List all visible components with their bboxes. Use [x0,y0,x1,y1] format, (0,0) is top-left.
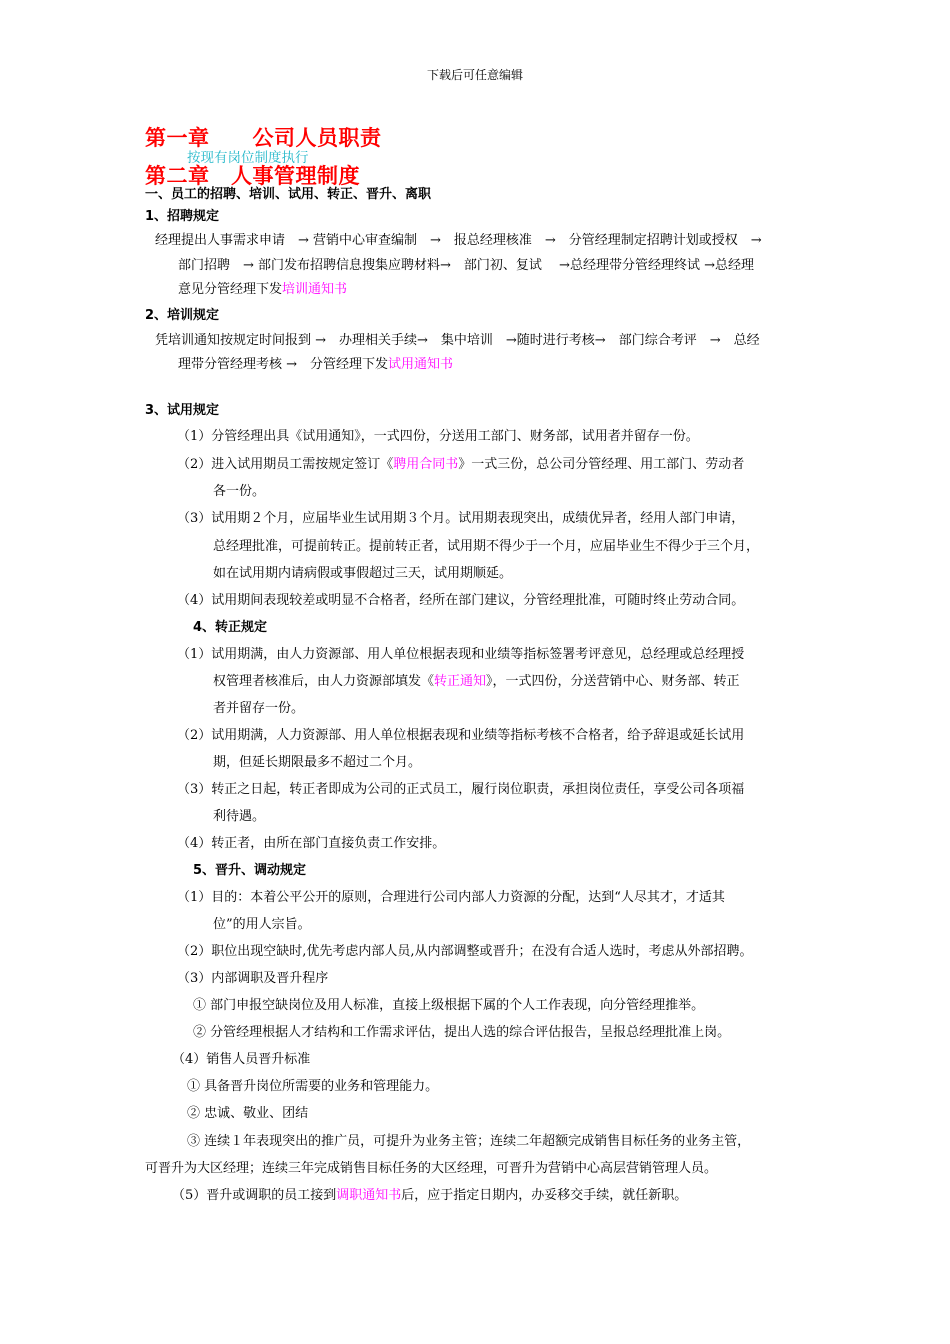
regular-item-3-line-1: （3）转正之日起，转正者即成为公司的正式员工，履行岗位职责，承担岗位责任，享受公司各项福 [177,782,745,797]
probation-item-2-line-2: 各一份。 [213,484,266,499]
regular-item-2-line-1: （2）试用期满，人力资源部、用人单位根据表现和业绩等指标考核不合格者，给予辞退或延长试用 [177,728,745,743]
contract-link: 聘用合同书 [393,457,459,472]
promotion-item-3-b: ② 分管经理根据人才结构和工作需求评估，提出人选的综合评估报告，呈报总经理批准上岗。 [193,1025,731,1040]
promotion-item-4: （4）销售人员晋升标准 [172,1052,311,1067]
training-line-2 [178,353,453,372]
training-line-1: 凭培训通知按规定时间报到 → 办理相关手续→ 集中培训 →随时进行考核→ 部门综合考评 → 总经 [155,333,760,348]
chapter-2-title: 第二章 人事管理制度 [145,164,360,188]
regular-item-3-line-2: 利待遇。 [213,809,266,824]
regular-notice-link: 转正通知 [434,674,487,689]
promotion-item-1-line-2: 位”的用人宗旨。 [213,917,311,932]
promotion-item-5 [172,1184,687,1203]
promotion-item-4-a: ① 具备晋升岗位所需要的业务和管理能力。 [187,1079,439,1094]
probation-item-1: （1）分管经理出具《试用通知》，一式四份，分送用工部门、财务部，试用者并留存一份。 [177,429,699,444]
regular-item-1-line-3: 者并留存一份。 [213,701,305,716]
training-line-2-text: 理带分管经理考核 → 分管经理下发 [178,357,389,372]
promotion-item-1-line-1: （1）目的：本着公平公开的原则，合理进行公司内部人力资源的分配，达到“人尽其才，才适其 [177,890,725,905]
probation-item-3-line-3: 如在试用期内请病假或事假超过三天，试用期顺延。 [213,566,513,581]
probation-item-2-post: 》一式三份，总公司分管经理、用工部门、劳动者 [458,457,745,472]
promotion-title: 5、晋升、调动规定 [193,863,307,878]
probation-item-3-line-1: （3）试用期２个月，应届毕业生试用期３个月。试用期表现突出，成绩优异者，经用人部门申请， [177,511,745,526]
promotion-item-3-a: ① 部门申报空缺岗位及用人标准，直接上级根据下属的个人工作表现，向分管经理推举。 [193,998,705,1013]
page-header: 下载后可任意编辑 [426,68,523,82]
recruit-line-1: 经理提出人事需求申请 → 营销中心审查编制 → 报总经理核准 → 分管经理制定招聘计划或授权 → [155,233,762,248]
probation-notice-link: 试用通知书 [388,357,454,372]
recruit-line-3 [178,278,347,297]
chapter-1-note: 按现有岗位制度执行 [187,150,309,166]
probation-title: 3、试用规定 [145,403,220,418]
probation-item-2 [177,453,744,472]
recruit-title: 1、招聘规定 [145,209,220,224]
regular-item-1-post: 》，一式四份，分送营销中心、财务部、转正 [486,674,740,689]
probation-item-4: （4）试用期间表现较差或明显不合格者，经所在部门建议，分管经理批准，可随时终止劳动合同。 [177,593,745,608]
recruit-line-3-text: 意见分管经理下发 [178,282,283,297]
chapter-1-title: 第一章 公司人员职责 [145,126,382,150]
promotion-item-3: （3）内部调职及晋升程序 [177,971,329,986]
section-1-title: 一、员工的招聘、培训、试用、转正、晋升、离职 [145,187,432,202]
promotion-item-2: （2）职位出现空缺时,优先考虑内部人员,从内部调整或晋升；在没有合适人选时，考虑从外部招聘。 [177,944,753,959]
regular-title: 4、转正规定 [193,620,268,635]
promotion-item-4-c-line-2: 可晋升为大区经理；连续三年完成销售目标任务的大区经理，可晋升为营销中心高层营销管理人员。 [145,1161,718,1176]
regular-item-1-pre: 权管理者核准后，由人力资源部填发《 [213,674,435,689]
training-title: 2、培训规定 [145,308,220,323]
regular-item-1-line-2 [213,670,740,689]
promotion-item-5-post: 后，应于指定日期内，办妥移交手续，就任新职。 [401,1188,688,1203]
regular-item-2-line-2: 期，但延长期限最多不超过二个月。 [213,755,422,770]
regular-item-1-line-1: （1）试用期满，由人力资源部、用人单位根据表现和业绩等指标签署考评意见，总经理或总经理授 [177,647,745,662]
transfer-notice-link: 调职通知书 [336,1188,402,1203]
regular-item-4: （4）转正者，由所在部门直接负责工作安排。 [177,836,446,851]
promotion-item-4-b: ② 忠诚、敬业、团结 [187,1106,309,1121]
training-notice-link: 培训通知书 [282,282,348,297]
recruit-line-2: 部门招聘 → 部门发布招聘信息搜集应聘材料→ 部门初、复试 →总经理带分管经理终试 →总经理 [178,258,754,273]
promotion-item-5-pre: （5）晋升或调职的员工接到 [172,1188,337,1203]
probation-item-2-pre: （2）进入试用期员工需按规定签订《 [177,457,394,472]
promotion-item-4-c-line-1: ③ 连续１年表现突出的推广员，可提升为业务主管；连续二年超额完成销售目标任务的业务主管， [187,1134,751,1149]
probation-item-3-line-2: 总经理批准，可提前转正。提前转正者，试用期不得少于一个月，应届毕业生不得少于三个月， [213,539,760,554]
